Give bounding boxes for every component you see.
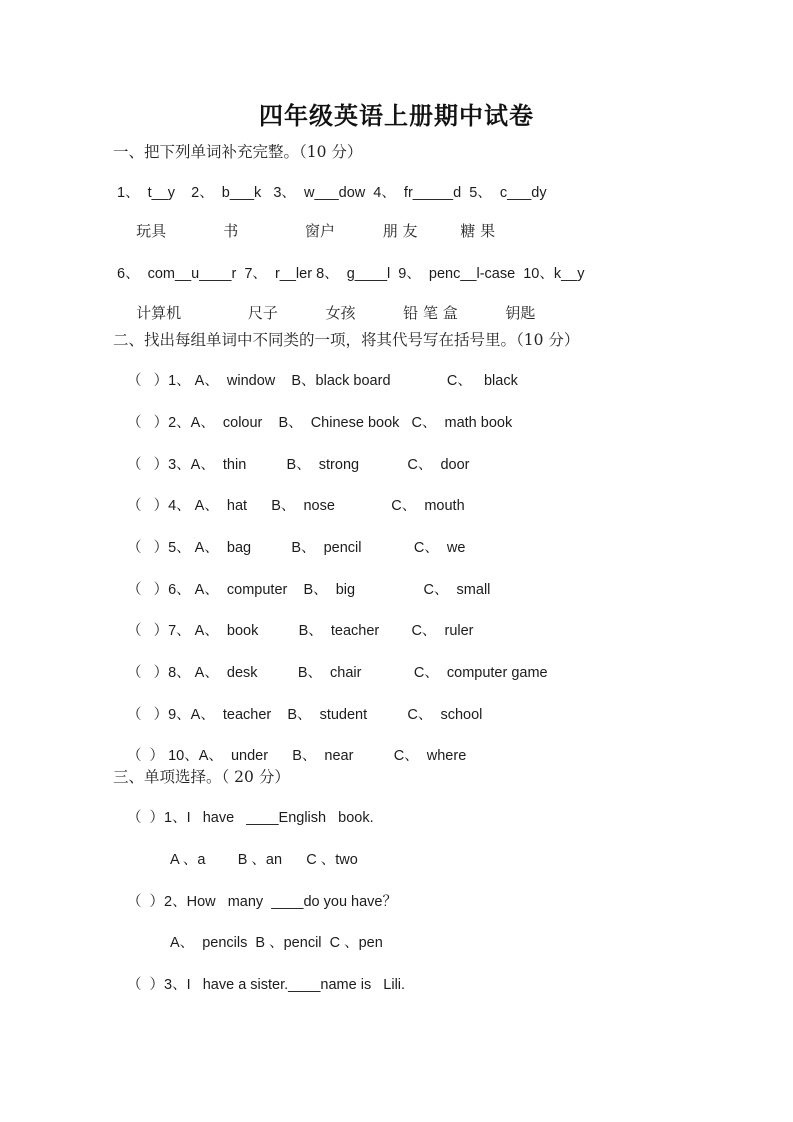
classify-item-9[interactable]: （ ）9、A、 teacher B、 student C、 school bbox=[127, 707, 483, 723]
classify-item-4[interactable]: （ ）4、 A、 hat B、 nose C、 mouth bbox=[127, 498, 465, 514]
section-heading-2: 二、找出每组单词中不同类的一项，将其代号写在括号里。（10 分） bbox=[113, 331, 580, 349]
mcq-stem-2[interactable]: （ ）2、How many ____do you have？ bbox=[127, 894, 397, 910]
mcq-stem-3[interactable]: （ ）3、I have a sister.____name is Lili. bbox=[127, 977, 406, 993]
section-heading-3: 三、单项选择。（ 20 分） bbox=[113, 768, 290, 786]
classify-item-5[interactable]: （ ）5、 A、 bag B、 pencil C、 we bbox=[127, 540, 466, 556]
classify-item-6[interactable]: （ ）6、 A、 computer B、 big C、 small bbox=[127, 582, 491, 598]
classify-item-8[interactable]: （ ）8、 A、 desk B、 chair C、 computer game bbox=[127, 665, 548, 681]
classify-item-7[interactable]: （ ）7、 A、 book B、 teacher C、 ruler bbox=[127, 623, 474, 639]
fill-hints-row-2: 计算机 尺子 女孩 铅 笔 盒 钥匙 bbox=[117, 304, 536, 322]
classify-item-3[interactable]: （ ）3、A、 thin B、 strong C、 door bbox=[127, 457, 470, 473]
mcq-stem-1[interactable]: （ ）1、I have ____English book. bbox=[127, 810, 374, 826]
mcq-options-2[interactable]: A、 pencils B 、pencil C 、pen bbox=[170, 935, 383, 951]
fill-hints-row-1: 玩具 书 窗户 朋 友 糖 果 bbox=[117, 222, 496, 240]
mcq-options-1[interactable]: A 、a B 、an C 、two bbox=[170, 852, 358, 868]
page-title: 四年级英语上册期中试卷 bbox=[259, 101, 534, 130]
classify-item-2[interactable]: （ ）2、A、 colour B、 Chinese book C、 math book bbox=[127, 415, 513, 431]
classify-item-10[interactable]: （ ） 10、A、 under B、 near C、 where bbox=[127, 748, 467, 764]
fill-words-row-1: 1、 t__y 2、 b___k 3、 w___dow 4、 fr_____d 5、 c___dy bbox=[117, 185, 547, 201]
classify-item-1[interactable]: （ ）1、 A、 window B、black board C、 black bbox=[127, 373, 518, 389]
section-heading-1: 一、把下列单词补充完整。（10 分） bbox=[113, 143, 363, 161]
fill-words-row-2: 6、 com__u____r 7、 r__ler 8、 g____l 9、 penc__l-case 10、k__y bbox=[117, 266, 585, 282]
